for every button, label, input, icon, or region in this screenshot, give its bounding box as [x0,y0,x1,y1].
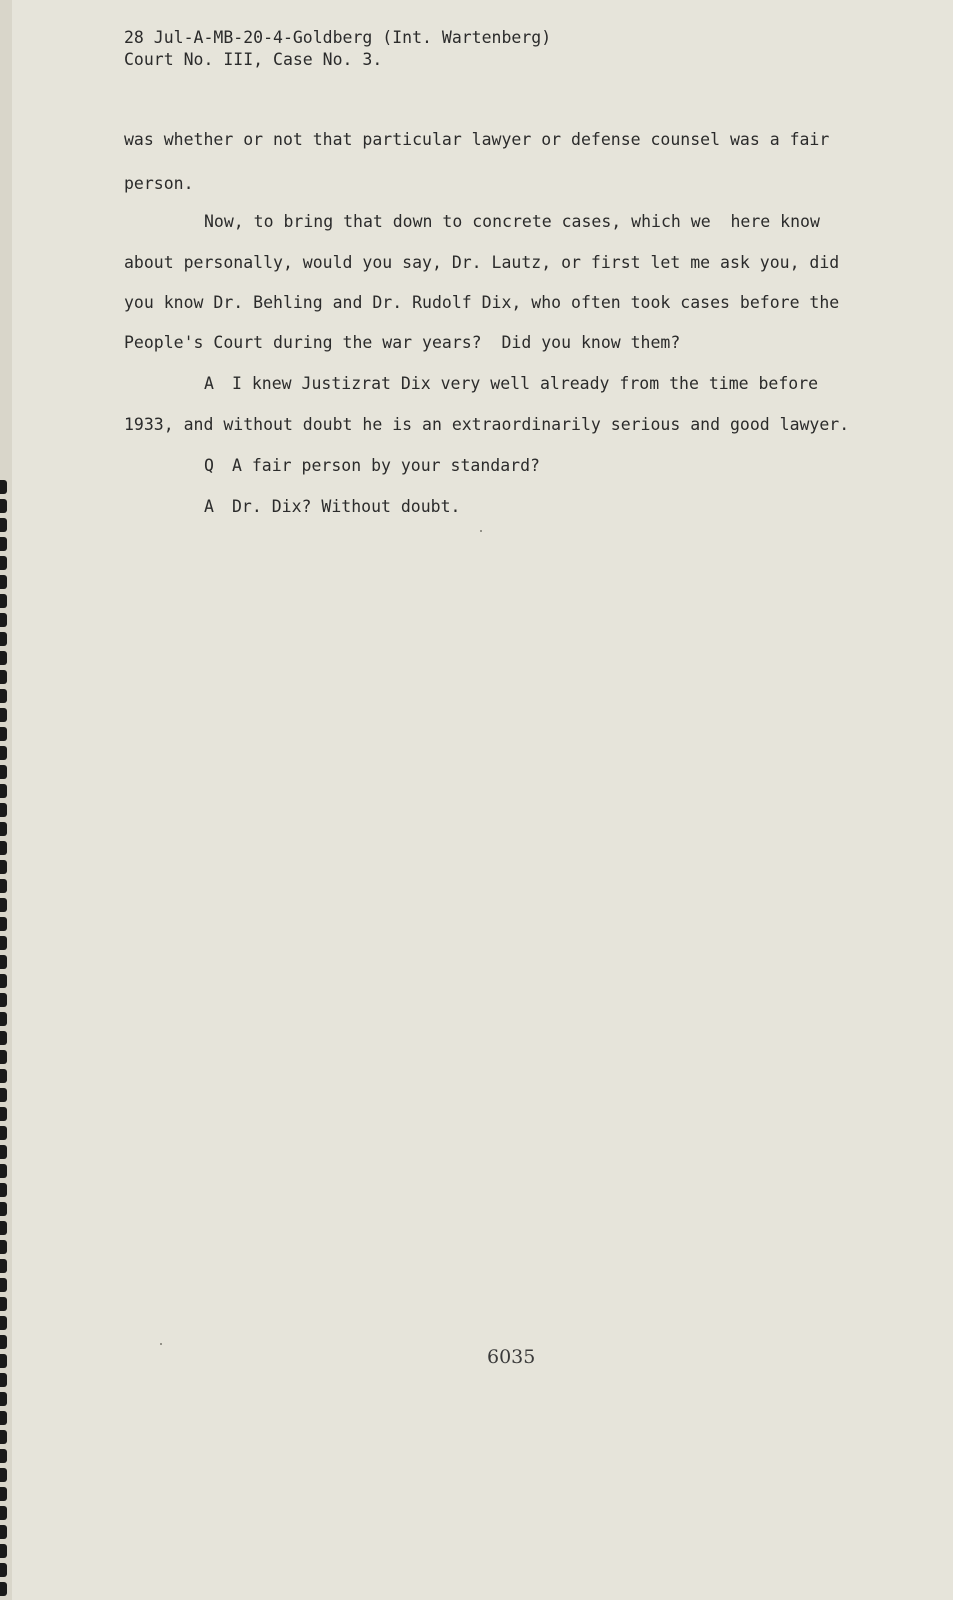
binding-hole [0,1430,7,1444]
binding-hole [0,1069,7,1083]
speaker-label: Q [204,456,214,475]
speaker-label: A [204,497,214,516]
binding-hole [0,1354,7,1368]
binding-hole [0,1183,7,1197]
binding-hole [0,1487,7,1501]
binding-hole [0,480,7,494]
binding-hole [0,1202,7,1216]
binding-hole [0,860,7,874]
question-text: A fair person by your standard? [232,456,540,475]
binding-hole [0,556,7,570]
header-court-line: Court No. III, Case No. 3. [124,50,383,69]
paper-speck [160,1343,162,1345]
binding-hole [0,746,7,760]
body-line: Now, to bring that down to concrete cases, which we here know [204,212,820,231]
binding-hole [0,1525,7,1539]
binding-hole [0,651,7,665]
binding-hole [0,1031,7,1045]
binding-hole [0,670,7,684]
binding-hole [0,708,7,722]
binding-hole [0,1411,7,1425]
binding-hole [0,594,7,608]
binding-hole [0,1468,7,1482]
binding-hole [0,803,7,817]
binding-hole [0,822,7,836]
binding-hole [0,575,7,589]
binding-hole [0,613,7,627]
binding-hole [0,1316,7,1330]
speaker-label: A [204,374,214,393]
body-line: was whether or not that particular lawyer or defense counsel was a fair [124,130,830,149]
binding-hole [0,1050,7,1064]
binding-hole [0,1107,7,1121]
binding-hole [0,936,7,950]
binding-hole [0,841,7,855]
body-line: about personally, would you say, Dr. Lautz, or first let me ask you, did [124,253,840,272]
binding-hole [0,955,7,969]
body-line: People's Court during the war years? Did you know them? [124,333,681,352]
binding-hole [0,1012,7,1026]
binding-hole [0,917,7,931]
binding-hole [0,993,7,1007]
answer-text: Dr. Dix? Without doubt. [232,497,461,516]
body-line: you know Dr. Behling and Dr. Rudolf Dix, who often took cases before the [124,293,840,312]
binding-hole [0,1240,7,1254]
binding-edge [0,0,12,1600]
binding-hole [0,518,7,532]
binding-hole [0,765,7,779]
answer-continuation-line: 1933, and without doubt he is an extraordinarily serious and good lawyer. [124,415,850,434]
binding-hole [0,499,7,513]
header-case-line: 28 Jul-A-MB-20-4-Goldberg (Int. Wartenberg) [124,28,552,47]
question-line [204,456,540,476]
binding-hole [0,1126,7,1140]
binding-hole [0,537,7,551]
binding-hole [0,1278,7,1292]
binding-hole [0,1259,7,1273]
binding-hole [0,1335,7,1349]
binding-hole [0,879,7,893]
binding-hole [0,974,7,988]
body-line: person. [124,174,194,193]
binding-hole [0,898,7,912]
binding-hole [0,1164,7,1178]
binding-hole [0,1582,7,1596]
binding-hole [0,1506,7,1520]
answer-line [204,374,818,394]
binding-hole [0,1563,7,1577]
binding-hole [0,1373,7,1387]
binding-hole [0,632,7,646]
binding-hole [0,689,7,703]
binding-hole [0,1297,7,1311]
binding-hole [0,1449,7,1463]
binding-hole [0,1392,7,1406]
document-page [12,0,953,1600]
paper-speck [480,530,482,532]
answer-line [204,497,460,517]
answer-text: I knew Justizrat Dix very well already from the time before [232,374,819,393]
binding-hole [0,1145,7,1159]
page-number: 6035 [487,1346,536,1368]
binding-hole [0,1088,7,1102]
binding-hole [0,1544,7,1558]
binding-hole [0,784,7,798]
binding-hole [0,727,7,741]
binding-hole [0,1221,7,1235]
